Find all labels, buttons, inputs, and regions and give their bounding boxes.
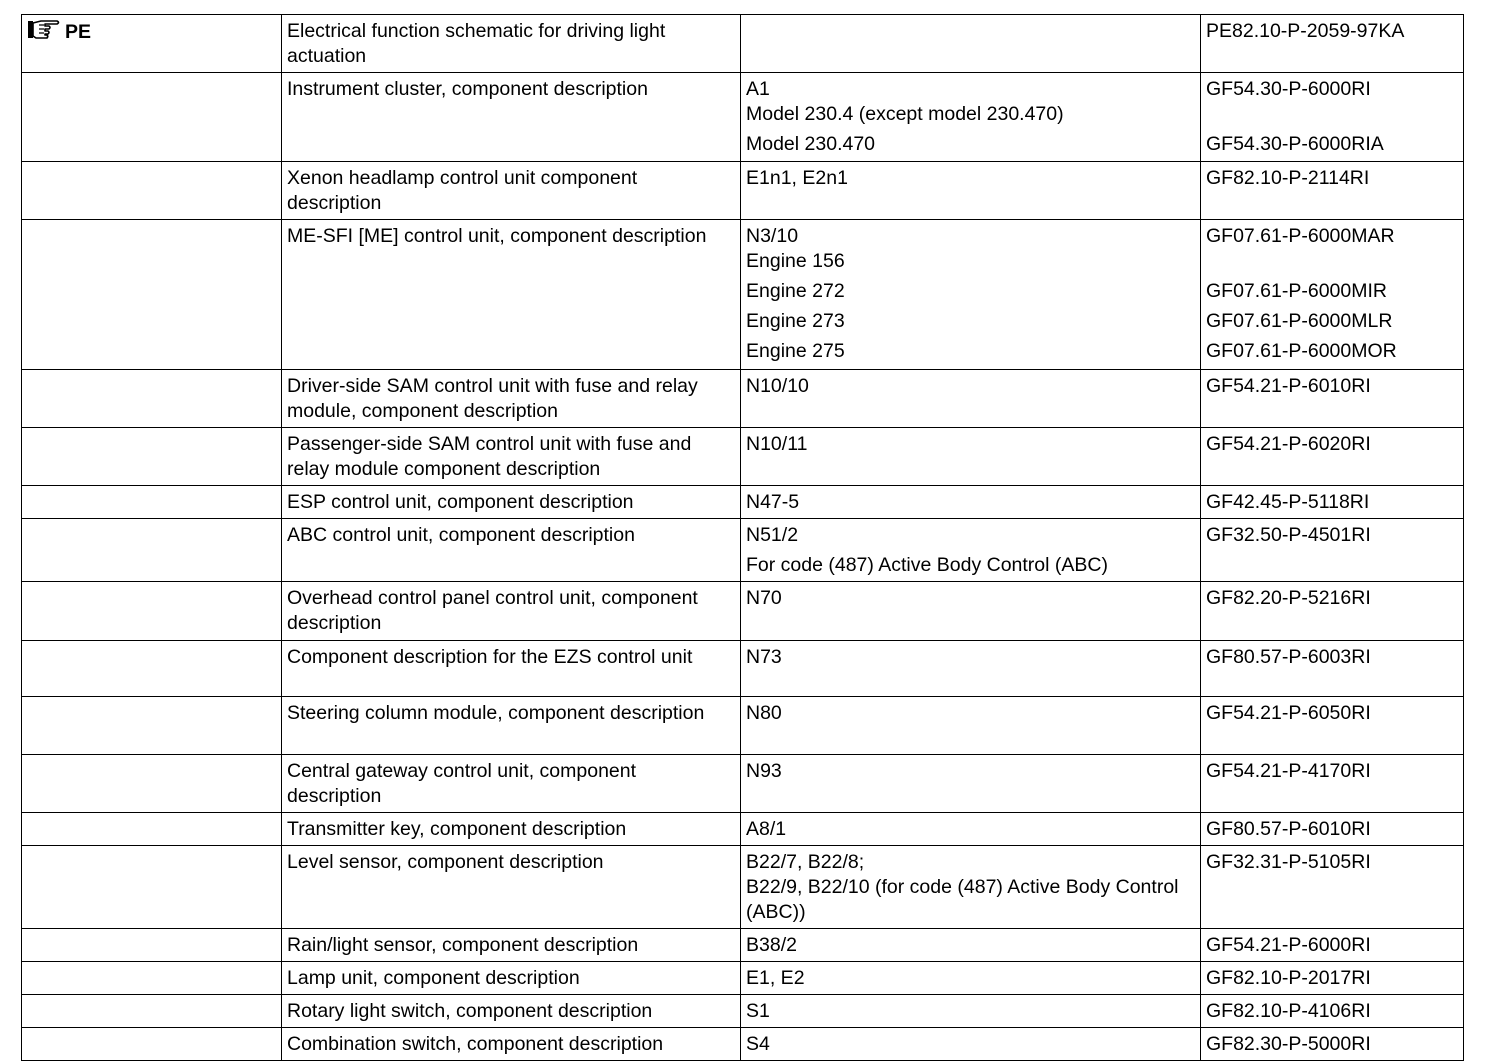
reference-number: GF07.61-P-6000MOR xyxy=(1206,340,1397,362)
component-cell xyxy=(741,162,1201,220)
reference-cell xyxy=(1201,582,1464,641)
component-line: Engine 156 xyxy=(746,250,845,272)
table-row xyxy=(22,846,1464,929)
component-line: Engine 272 xyxy=(746,280,845,302)
description-cell: ABC control unit, component description xyxy=(282,519,741,582)
reference-cell xyxy=(1201,370,1464,428)
empty-cell xyxy=(22,162,282,220)
description-cell: Lamp unit, component description xyxy=(282,962,741,995)
component-cell xyxy=(741,755,1201,813)
table-row xyxy=(22,962,1464,995)
reference-number: GF07.61-P-6000MIR xyxy=(1206,280,1387,302)
reference-number: GF54.21-P-6020RI xyxy=(1206,433,1371,455)
description-cell: Electrical function schematic for driving light actuation xyxy=(282,15,741,73)
table-row xyxy=(22,220,1464,370)
reference-cell xyxy=(1201,929,1464,962)
component-cell xyxy=(741,1028,1201,1061)
component-line: Model 230.4 (except model 230.470) xyxy=(746,103,1064,125)
reference-number: GF54.21-P-4170RI xyxy=(1206,760,1371,782)
reference-number: GF42.45-P-5118RI xyxy=(1206,491,1370,513)
description-cell: Rain/light sensor, component description xyxy=(282,929,741,962)
empty-cell xyxy=(22,995,282,1028)
reference-number: GF54.21-P-6010RI xyxy=(1206,375,1371,397)
table-row xyxy=(22,1028,1464,1061)
table-row xyxy=(22,162,1464,220)
pe-header-cell xyxy=(22,15,282,73)
component-cell xyxy=(741,846,1201,929)
reference-number: GF54.21-P-6050RI xyxy=(1206,702,1371,724)
reference-number: GF54.21-P-6000RI xyxy=(1206,934,1371,956)
component-cell xyxy=(741,813,1201,846)
table-row xyxy=(22,15,1464,73)
empty-cell xyxy=(22,929,282,962)
reference-number: GF82.10-P-4106RI xyxy=(1206,1000,1371,1022)
empty-cell xyxy=(22,220,282,370)
reference-number: GF80.57-P-6010RI xyxy=(1206,818,1371,840)
table-row xyxy=(22,370,1464,428)
component-cell xyxy=(741,962,1201,995)
empty-cell xyxy=(22,519,282,582)
reference-cell xyxy=(1201,220,1464,370)
reference-number: GF54.30-P-6000RI xyxy=(1206,78,1371,100)
component-cell xyxy=(741,641,1201,697)
table-row xyxy=(22,697,1464,755)
description-cell: Overhead control panel control unit, component description xyxy=(282,582,741,641)
reference-number: GF32.50-P-4501RI xyxy=(1206,524,1371,546)
component-cell xyxy=(741,220,1201,370)
empty-cell xyxy=(22,73,282,162)
reference-cell xyxy=(1201,162,1464,220)
component-line: A1 xyxy=(746,78,770,100)
empty-cell xyxy=(22,846,282,929)
pointing-hand-icon xyxy=(27,18,61,40)
reference-number: GF82.20-P-5216RI xyxy=(1206,587,1371,609)
reference-cell xyxy=(1201,1028,1464,1061)
component-line: Engine 273 xyxy=(746,310,845,332)
component-cell xyxy=(741,428,1201,486)
reference-cell xyxy=(1201,15,1464,73)
component-line: N47-5 xyxy=(746,491,800,513)
reference-number: GF32.31-P-5105RI xyxy=(1206,851,1371,873)
reference-number: GF07.61-P-6000MLR xyxy=(1206,310,1393,332)
component-cell xyxy=(741,697,1201,755)
description-cell: Xenon headlamp control unit component description xyxy=(282,162,741,220)
description-cell: ME-SFI [ME] control unit, component description xyxy=(282,220,741,370)
empty-cell xyxy=(22,428,282,486)
pe-label: PE xyxy=(65,21,92,43)
component-line: For code (487) Active Body Control (ABC) xyxy=(746,554,1108,576)
reference-number xyxy=(1206,102,1458,127)
component-line: N10/10 xyxy=(746,375,809,397)
component-cell xyxy=(741,486,1201,519)
reference-number: PE82.10-P-2059-97KA xyxy=(1206,20,1405,42)
component-line: S1 xyxy=(746,1000,770,1022)
reference-cell xyxy=(1201,73,1464,162)
empty-cell xyxy=(22,486,282,519)
description-cell: Level sensor, component description xyxy=(282,846,741,929)
description-cell: Central gateway control unit, component description xyxy=(282,755,741,813)
component-line: E1n1, E2n1 xyxy=(746,167,848,189)
table-row xyxy=(22,73,1464,162)
component-cell xyxy=(741,15,1201,73)
empty-cell xyxy=(22,697,282,755)
reference-cell xyxy=(1201,813,1464,846)
description-cell: ESP control unit, component description xyxy=(282,486,741,519)
component-line: N80 xyxy=(746,702,782,724)
reference-cell xyxy=(1201,428,1464,486)
description-cell: Passenger-side SAM control unit with fuse and relay module component description xyxy=(282,428,741,486)
description-cell: Instrument cluster, component description xyxy=(282,73,741,162)
empty-cell xyxy=(22,962,282,995)
component-cell xyxy=(741,995,1201,1028)
reference-number: GF82.10-P-2114RI xyxy=(1206,167,1370,189)
reference-cell xyxy=(1201,486,1464,519)
component-line: N70 xyxy=(746,587,782,609)
component-line: B22/7, B22/8; xyxy=(746,851,865,873)
reference-table xyxy=(21,14,1464,1061)
component-line: N3/10 xyxy=(746,225,799,247)
table-row xyxy=(22,755,1464,813)
reference-number: GF82.30-P-5000RI xyxy=(1206,1033,1371,1055)
description-cell: Steering column module, component description xyxy=(282,697,741,755)
component-line: Engine 275 xyxy=(746,340,845,362)
component-line: A8/1 xyxy=(746,818,787,840)
reference-number: GF80.57-P-6003RI xyxy=(1206,646,1371,668)
table-row xyxy=(22,929,1464,962)
description-cell: Rotary light switch, component description xyxy=(282,995,741,1028)
description-cell: Combination switch, component description xyxy=(282,1028,741,1061)
component-cell xyxy=(741,73,1201,162)
table-row xyxy=(22,813,1464,846)
empty-cell xyxy=(22,641,282,697)
empty-cell xyxy=(22,813,282,846)
component-line: N73 xyxy=(746,646,782,668)
component-line: N51/2 xyxy=(746,524,799,546)
component-line: S4 xyxy=(746,1033,770,1055)
empty-cell xyxy=(22,755,282,813)
table-row xyxy=(22,641,1464,697)
component-line: B38/2 xyxy=(746,934,797,956)
reference-number: GF07.61-P-6000MAR xyxy=(1206,225,1395,247)
reference-cell xyxy=(1201,697,1464,755)
empty-cell xyxy=(22,1028,282,1061)
reference-table-body xyxy=(22,15,1464,1061)
reference-cell xyxy=(1201,641,1464,697)
description-cell: Driver-side SAM control unit with fuse and relay module, component description xyxy=(282,370,741,428)
reference-cell xyxy=(1201,962,1464,995)
component-line: Model 230.470 xyxy=(746,133,876,155)
component-cell xyxy=(741,582,1201,641)
table-row xyxy=(22,519,1464,582)
reference-number: GF54.30-P-6000RIA xyxy=(1206,133,1384,155)
description-cell: Transmitter key, component description xyxy=(282,813,741,846)
component-line: E1, E2 xyxy=(746,967,805,989)
reference-number xyxy=(1206,249,1458,274)
component-line: N10/11 xyxy=(746,433,808,455)
reference-cell xyxy=(1201,519,1464,582)
table-row xyxy=(22,428,1464,486)
reference-cell xyxy=(1201,995,1464,1028)
empty-cell xyxy=(22,582,282,641)
table-row xyxy=(22,995,1464,1028)
component-cell xyxy=(741,370,1201,428)
component-cell xyxy=(741,519,1201,582)
description-cell: Component description for the EZS control unit xyxy=(282,641,741,697)
component-cell xyxy=(741,929,1201,962)
reference-cell xyxy=(1201,755,1464,813)
component-line: B22/9, B22/10 (for code (487) Active Body Control (ABC)) xyxy=(746,876,1179,923)
component-line: N93 xyxy=(746,760,782,782)
table-row xyxy=(22,486,1464,519)
table-row xyxy=(22,582,1464,641)
reference-cell xyxy=(1201,846,1464,929)
reference-number: GF82.10-P-2017RI xyxy=(1206,967,1371,989)
empty-cell xyxy=(22,370,282,428)
